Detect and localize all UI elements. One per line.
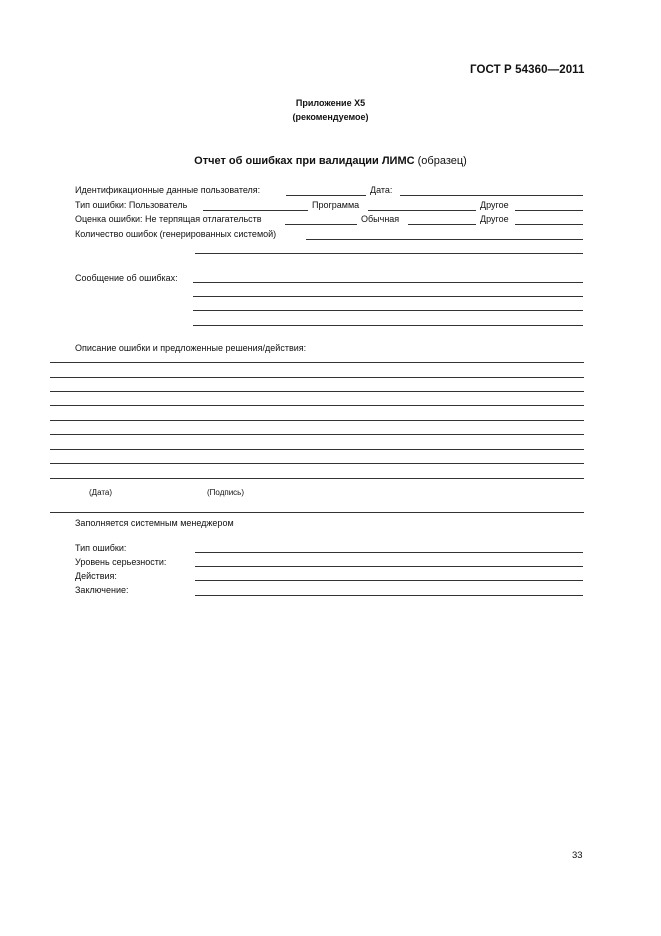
actions-field[interactable] [195,580,583,581]
other-field-1[interactable] [515,210,583,211]
error-type-label: Тип ошибки: Пользователь [75,200,188,210]
manager-error-type-field[interactable] [195,552,583,553]
program-field[interactable] [368,210,476,211]
description-line-2[interactable] [50,377,584,378]
message-line-4[interactable] [193,325,583,326]
other-field-2[interactable] [515,224,583,225]
message-line-3[interactable] [193,310,583,311]
count-field[interactable] [306,239,583,240]
date-label: Дата: [370,185,393,195]
severity-label: Уровень серьезности: [75,557,167,567]
description-line-3[interactable] [50,391,584,392]
date-field[interactable] [400,195,583,196]
message-label: Сообщение об ошибках: [75,273,178,283]
description-label: Описание ошибки и предложенные решения/действия: [75,343,307,353]
manager-heading: Заполняется системным менеджером [75,518,234,528]
actions-label: Действия: [75,571,117,581]
appendix-label: Приложение Х5 [295,98,366,108]
description-line-1[interactable] [50,362,584,363]
page-number: 33 [572,850,583,861]
usual-field[interactable] [408,224,476,225]
program-label: Программа [312,200,360,210]
user-id-label: Идентификационные данные пользователя: [75,185,261,195]
form-title-main: Отчет об ошибках при валидации ЛИМС [194,155,415,167]
sign-date-caption: (Дата) [89,488,113,497]
usual-label: Обычная [361,214,400,224]
description-line-4[interactable] [50,405,584,406]
description-line-8[interactable] [50,463,584,464]
message-line-2[interactable] [193,296,583,297]
description-line-6[interactable] [50,434,584,435]
appendix-status: (рекомендуемое) [292,112,369,122]
assessment-label: Оценка ошибки: Не терпящая отлагательств [75,214,262,224]
conclusion-field[interactable] [195,595,583,596]
description-line-5[interactable] [50,420,584,421]
form-title-note: (образец) [417,155,467,167]
count-label: Количество ошибок (генерированных системой) [75,229,277,239]
other-label-1: Другое [480,200,509,210]
description-line-7[interactable] [50,449,584,450]
standard-number: ГОСТ Р 54360—2011 [470,64,585,76]
message-line-1[interactable] [193,282,583,283]
description-line-9[interactable] [50,478,584,479]
form-title [0,155,661,167]
count-field-extra[interactable] [195,253,583,254]
manager-error-type-label: Тип ошибки: [75,543,127,553]
user-id-field[interactable] [286,195,366,196]
urgent-field[interactable] [285,224,357,225]
section-divider [50,512,584,513]
severity-field[interactable] [195,566,583,567]
other-label-2: Другое [480,214,509,224]
conclusion-label: Заключение: [75,585,129,595]
appendix-heading [0,96,661,124]
error-type-user-field[interactable] [203,210,308,211]
sign-signature-caption: (Подпись) [207,488,244,497]
